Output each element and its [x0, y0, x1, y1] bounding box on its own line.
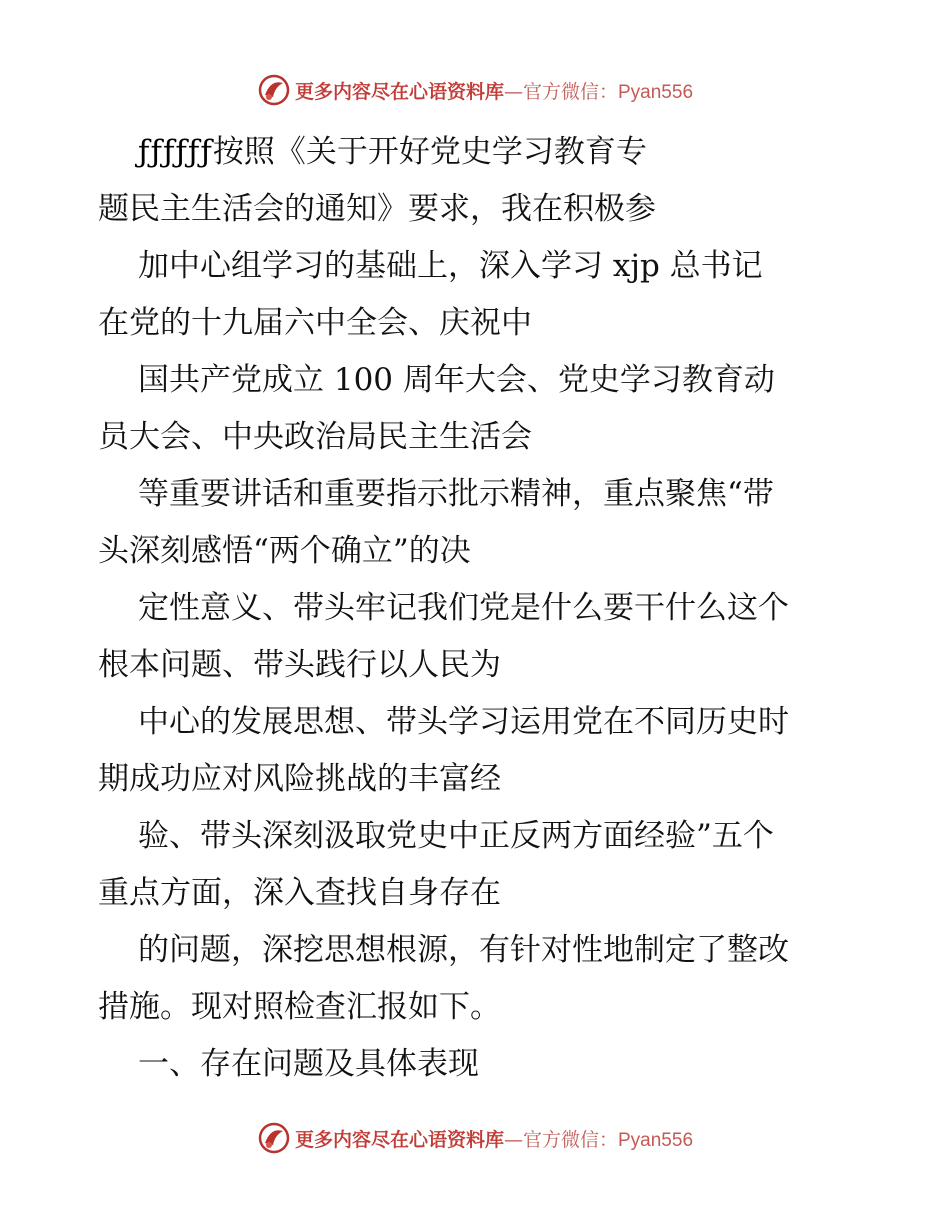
footer-wechat-id: Pyan556: [618, 1129, 694, 1151]
paragraph-5: 定性意义、带头牢记我们党是什么要干什么这个 根本问题、带头践行以人民为: [98, 590, 789, 683]
header-wechat-id: Pyan556: [618, 81, 694, 103]
paragraph-8: 的问题，深挖思想根源，有针对性地制定了整改 措施。现对照检查汇报如下。: [98, 932, 789, 1025]
header-watermark-text: [295, 77, 693, 104]
paragraph-3: 国共产党成立 100 周年大会、党史学习教育动 员大会、中央政治局民主生活会: [98, 362, 775, 455]
header-wechat-label: 官方微信：: [522, 80, 618, 103]
brand-logo-icon: [257, 1121, 291, 1155]
paragraph-2: 加中心组学习的基础上，深入学习 xjp 总书记 在党的十九届六中全会、庆祝中: [98, 248, 763, 341]
header-watermark: [0, 70, 950, 110]
paragraph-4: 等重要讲话和重要指示批示精神，重点聚焦“带 头深刻感悟“两个确立”的决: [98, 476, 774, 569]
footer-dash: —: [503, 1128, 523, 1151]
footer-watermark: [0, 1118, 950, 1158]
footer-watermark-text: [295, 1125, 693, 1152]
decorative-glyphs: ƒƒƒƒƒƒ: [138, 134, 213, 170]
footer-brand: 更多内容尽在心语资料库: [294, 1128, 504, 1151]
header-brand: 更多内容尽在心语资料库: [294, 80, 504, 103]
paragraph-6: 中心的发展思想、带头学习运用党在不同历史时 期成功应对风险挑战的丰富经: [98, 704, 789, 797]
section-heading: 一、存在问题及具体表现: [138, 1046, 479, 1082]
document-body: [98, 124, 858, 1093]
footer-wechat-label: 官方微信：: [522, 1128, 618, 1151]
paragraph-1: ƒƒƒƒƒƒ按照《关于开好党史学习教育专 题民主生活会的通知》要求，我在积极参: [98, 134, 656, 227]
header-dash: —: [503, 80, 523, 103]
brand-logo-icon: [257, 73, 291, 107]
paragraph-7: 验、带头深刻汲取党史中正反两方面经验”五个 重点方面，深入查找自身存在: [98, 818, 774, 911]
